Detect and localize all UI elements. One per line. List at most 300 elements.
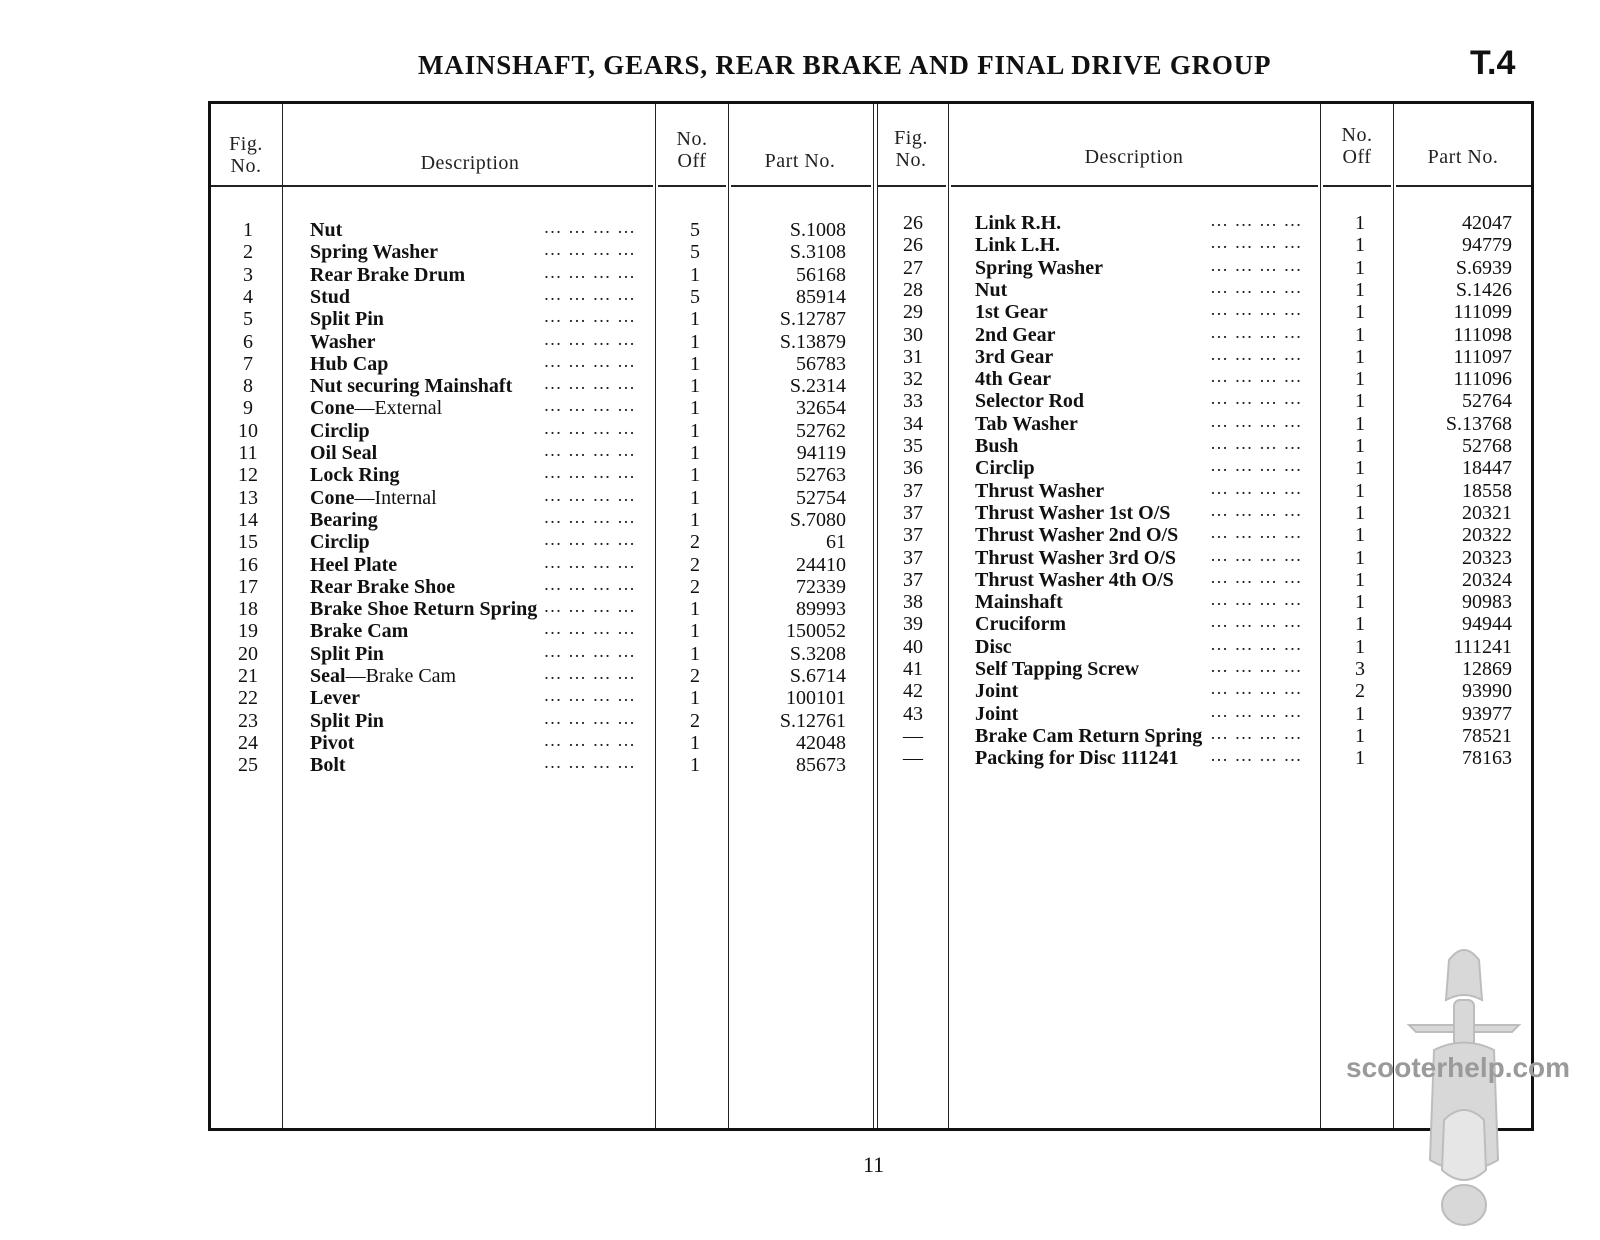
quantity-off: 1 [1355, 502, 1365, 524]
part-description [310, 286, 350, 308]
part-number: 61 [826, 531, 846, 553]
fig-no: 27 [903, 257, 923, 279]
part-description [310, 331, 376, 353]
section-code: T.4 [1470, 44, 1516, 82]
leader-dots: … … … … [543, 663, 636, 683]
leader-dots: … … … … [543, 329, 636, 349]
header-fig-no: Fig. No. [894, 127, 928, 171]
part-number: S.13768 [1445, 413, 1512, 435]
header-rule [1396, 185, 1531, 187]
watermark: scooterhelp.com [1346, 1052, 1571, 1083]
leader-dots: … … … … [543, 552, 636, 572]
fig-no: — [903, 747, 923, 769]
part-number: 20322 [1462, 524, 1512, 546]
part-description [310, 420, 370, 442]
part-description: Joint [975, 703, 1019, 725]
part-description [310, 442, 377, 464]
quantity-off: 1 [1355, 480, 1365, 502]
part-description [310, 643, 384, 665]
leader-dots: … … … … [1210, 299, 1302, 319]
part-number: 100101 [786, 687, 846, 709]
leader-dots: … … … … [543, 708, 636, 728]
leader-dots: … … … … [1210, 455, 1302, 475]
part-description: 4th Gear [975, 368, 1052, 390]
part-name: Oil Seal [310, 442, 378, 464]
part-description [310, 375, 512, 397]
part-name: Rear Brake Shoe [310, 576, 456, 598]
part-name: Bolt [310, 754, 346, 776]
fig-no: 37 [903, 502, 923, 524]
part-description: 1st Gear [975, 301, 1048, 323]
center-double-divider [873, 104, 878, 1128]
part-description [310, 487, 437, 509]
leader-dots: … … … … [1210, 366, 1302, 386]
part-description [310, 464, 399, 486]
part-name: Stud [310, 286, 351, 308]
fig-no: 37 [903, 480, 923, 502]
part-description [310, 353, 388, 375]
part-number: 52768 [1462, 435, 1512, 457]
leader-dots: … … … … [1210, 522, 1302, 542]
part-name: Cone [310, 487, 355, 509]
part-number: S.1426 [1455, 279, 1512, 301]
quantity-off: 1 [1355, 457, 1365, 479]
part-number: 24410 [796, 554, 846, 576]
part-number: 56783 [796, 353, 846, 375]
part-description: Cruciform [975, 613, 1067, 635]
quantity-off: 1 [1355, 636, 1365, 658]
fig-no: 21 [238, 665, 258, 687]
leader-dots: … … … … [543, 373, 636, 393]
column-divider [655, 104, 656, 1128]
leader-dots: … … … … [543, 395, 636, 415]
part-number: S.2314 [789, 375, 846, 397]
quantity-off: 1 [1355, 569, 1365, 591]
quantity-off: 2 [1355, 680, 1365, 702]
part-number: S.6714 [789, 665, 846, 687]
header-rule [878, 185, 946, 187]
leader-dots: … … … … [1210, 545, 1302, 565]
part-description: Joint [975, 680, 1019, 702]
part-qualifier: —External [354, 397, 443, 419]
quantity-off: 1 [1355, 368, 1365, 390]
fig-no: 10 [238, 420, 258, 442]
part-number: S.6939 [1455, 257, 1512, 279]
part-number: 93990 [1462, 680, 1512, 702]
quantity-off: 1 [690, 487, 700, 509]
fig-no: 39 [903, 613, 923, 635]
fig-no: 1 [243, 219, 253, 241]
part-number: 94119 [796, 442, 846, 464]
part-number: 111096 [1453, 368, 1512, 390]
column-divider [282, 104, 283, 1128]
leader-dots: … … … … [1210, 322, 1302, 342]
part-description: Thrust Washer 4th O/S [975, 569, 1174, 591]
quantity-off: 1 [1355, 524, 1365, 546]
part-name: Circlip [310, 420, 370, 442]
part-number: 72339 [796, 576, 846, 598]
part-description [310, 754, 346, 776]
fig-no: 24 [238, 732, 258, 754]
quantity-off: 1 [1355, 234, 1365, 256]
quantity-off: 1 [1355, 301, 1365, 323]
fig-no: 12 [238, 464, 258, 486]
part-number: 111098 [1453, 324, 1512, 346]
leader-dots: … … … … [1210, 433, 1302, 453]
part-number: 85673 [796, 754, 846, 776]
part-description [310, 531, 370, 553]
leader-dots: … … … … [1210, 745, 1302, 765]
part-description: Bush [975, 435, 1019, 457]
part-description: Self Tapping Screw [975, 658, 1140, 680]
part-description [310, 554, 397, 576]
leader-dots: … … … … [1210, 255, 1302, 275]
leader-dots: … … … … [1210, 478, 1302, 498]
fig-no: 37 [903, 569, 923, 591]
fig-no: 38 [903, 591, 923, 613]
quantity-off: 3 [1355, 658, 1365, 680]
header-rule [951, 185, 1318, 187]
header-fig-no: Fig. No. [229, 133, 263, 177]
part-description: Thrust Washer 2nd O/S [975, 524, 1179, 546]
quantity-off: 1 [690, 353, 700, 375]
quantity-off: 5 [690, 286, 700, 308]
fig-no: 8 [243, 375, 253, 397]
part-name: Cone [310, 397, 355, 419]
part-number: 90983 [1462, 591, 1512, 613]
leader-dots: … … … … [1210, 500, 1302, 520]
part-number: 52754 [796, 487, 846, 509]
quantity-off: 1 [1355, 747, 1365, 769]
fig-no: — [903, 725, 923, 747]
quantity-off: 1 [1355, 591, 1365, 613]
part-number: 150052 [786, 620, 846, 642]
part-number: 56168 [796, 264, 846, 286]
part-number: 12869 [1462, 658, 1512, 680]
part-name: Rear Brake Drum [310, 264, 466, 286]
part-name: Nut securing Mainshaft [310, 375, 513, 397]
quantity-off: 1 [1355, 413, 1365, 435]
part-number: S.1008 [789, 219, 846, 241]
leader-dots: … … … … [1210, 723, 1302, 743]
fig-no: 16 [238, 554, 258, 576]
leader-dots: … … … … [1210, 232, 1302, 252]
fig-no: 3 [243, 264, 253, 286]
part-number: 94779 [1462, 234, 1512, 256]
part-description [310, 308, 384, 330]
leader-dots: … … … … [543, 440, 636, 460]
column-divider [728, 104, 729, 1128]
quantity-off: 1 [690, 397, 700, 419]
fig-no: 35 [903, 435, 923, 457]
fig-no: 23 [238, 710, 258, 732]
leader-dots: … … … … [1210, 611, 1302, 631]
fig-no: 25 [238, 754, 258, 776]
part-name: Washer [310, 331, 376, 353]
part-name: Split Pin [310, 643, 384, 665]
leader-dots: … … … … [543, 262, 636, 282]
fig-no: 9 [243, 397, 253, 419]
part-description [310, 509, 378, 531]
quantity-off: 1 [690, 620, 700, 642]
part-description [310, 219, 342, 241]
quantity-off: 2 [690, 665, 700, 687]
part-number: S.12761 [779, 710, 846, 732]
quantity-off: 1 [690, 464, 700, 486]
leader-dots: … … … … [543, 618, 636, 638]
quantity-off: 2 [690, 531, 700, 553]
fig-no: 5 [243, 308, 253, 330]
part-description: Disc [975, 636, 1012, 658]
leader-dots: … … … … [543, 462, 636, 482]
leader-dots: … … … … [543, 685, 636, 705]
part-description: Selector Rod [975, 390, 1085, 412]
scooter-watermark-icon [1394, 940, 1534, 1230]
part-description [310, 732, 354, 754]
fig-no: 20 [238, 643, 258, 665]
fig-no: 41 [903, 658, 923, 680]
part-description [310, 576, 455, 598]
header-rule [658, 185, 726, 187]
part-description [310, 710, 384, 732]
quantity-off: 2 [690, 576, 700, 598]
part-name: Lock Ring [310, 464, 400, 486]
leader-dots: … … … … [543, 596, 636, 616]
quantity-off: 1 [690, 754, 700, 776]
leader-dots: … … … … [1210, 634, 1302, 654]
part-number: 20323 [1462, 547, 1512, 569]
part-number: 94944 [1462, 613, 1512, 635]
quantity-off: 1 [690, 687, 700, 709]
leader-dots: … … … … [1210, 678, 1302, 698]
part-number: 111241 [1453, 636, 1512, 658]
fig-no: 36 [903, 457, 923, 479]
part-description: Nut [975, 279, 1008, 301]
leader-dots: … … … … [543, 529, 636, 549]
header-rule [1323, 185, 1391, 187]
part-number: S.3208 [789, 643, 846, 665]
part-number: 20321 [1462, 502, 1512, 524]
quantity-off: 1 [1355, 279, 1365, 301]
part-description [310, 241, 438, 263]
part-number: S.13879 [779, 331, 846, 353]
leader-dots: … … … … [1210, 344, 1302, 364]
leader-dots: … … … … [543, 730, 636, 750]
fig-no: 43 [903, 703, 923, 725]
fig-no: 7 [243, 353, 253, 375]
part-number: S.7080 [789, 509, 846, 531]
quantity-off: 1 [690, 598, 700, 620]
part-description [310, 687, 360, 709]
part-name: Split Pin [310, 710, 384, 732]
fig-no: 22 [238, 687, 258, 709]
fig-no: 14 [238, 509, 258, 531]
header-no-off: No. Off [1341, 124, 1373, 168]
part-qualifier: —Brake Cam [345, 665, 457, 687]
leader-dots: … … … … [1210, 210, 1302, 230]
quantity-off: 1 [690, 331, 700, 353]
leader-dots: … … … … [543, 574, 636, 594]
fig-no: 40 [903, 636, 923, 658]
fig-no: 2 [243, 241, 253, 263]
part-name: Split Pin [310, 308, 384, 330]
quantity-off: 1 [690, 732, 700, 754]
quantity-off: 1 [690, 308, 700, 330]
quantity-off: 1 [1355, 212, 1365, 234]
leader-dots: … … … … [543, 752, 636, 772]
quantity-off: 1 [1355, 703, 1365, 725]
part-description: Packing for Disc 111241 [975, 747, 1179, 769]
part-description: Spring Washer [975, 257, 1103, 279]
part-name: Lever [310, 687, 360, 709]
header-part-no: Part No. [1427, 146, 1499, 168]
leader-dots: … … … … [1210, 388, 1302, 408]
fig-no: 30 [903, 324, 923, 346]
column-divider [948, 104, 949, 1128]
quantity-off: 1 [690, 264, 700, 286]
part-description: Tab Washer [975, 413, 1078, 435]
header-rule [731, 185, 871, 187]
leader-dots: … … … … [543, 485, 636, 505]
part-number: 111097 [1453, 346, 1512, 368]
part-number: 52762 [796, 420, 846, 442]
leader-dots: … … … … [543, 239, 636, 259]
page-title: MAINSHAFT, GEARS, REAR BRAKE AND FINAL DRIVE GROUP [418, 50, 1272, 80]
quantity-off: 5 [690, 219, 700, 241]
quantity-off: 1 [1355, 435, 1365, 457]
fig-no: 19 [238, 620, 258, 642]
part-number: 93977 [1462, 703, 1512, 725]
leader-dots: … … … … [543, 306, 636, 326]
fig-no: 4 [243, 286, 253, 308]
part-number: 52764 [1462, 390, 1512, 412]
quantity-off: 1 [1355, 390, 1365, 412]
part-number: 18558 [1462, 480, 1512, 502]
part-description: Link R.H. [975, 212, 1062, 234]
part-description: Thrust Washer 3rd O/S [975, 547, 1176, 569]
part-number: 32654 [796, 397, 846, 419]
fig-no: 34 [903, 413, 923, 435]
part-number: 85914 [796, 286, 846, 308]
part-description [310, 397, 442, 419]
part-number: 78521 [1462, 725, 1512, 747]
part-number: 89993 [796, 598, 846, 620]
leader-dots: … … … … [1210, 411, 1302, 431]
quantity-off: 1 [690, 509, 700, 531]
part-qualifier: —Internal [354, 487, 437, 509]
leader-dots: … … … … [1210, 567, 1302, 587]
fig-no: 17 [238, 576, 258, 598]
leader-dots: … … … … [1210, 589, 1302, 609]
part-description: Mainshaft [975, 591, 1063, 613]
fig-no: 33 [903, 390, 923, 412]
part-number: 42047 [1462, 212, 1512, 234]
part-description: Thrust Washer 1st O/S [975, 502, 1171, 524]
fig-no: 6 [243, 331, 253, 353]
leader-dots: … … … … [543, 507, 636, 527]
quantity-off: 1 [1355, 613, 1365, 635]
part-description: Link L.H. [975, 234, 1061, 256]
quantity-off: 1 [1355, 346, 1365, 368]
part-name: Heel Plate [310, 554, 398, 576]
part-name: Brake Cam [310, 620, 409, 642]
fig-no: 26 [903, 234, 923, 256]
header-description: Description [420, 152, 520, 174]
fig-no: 28 [903, 279, 923, 301]
quantity-off: 1 [1355, 257, 1365, 279]
fig-no: 15 [238, 531, 258, 553]
part-description [310, 264, 465, 286]
part-description: 3rd Gear [975, 346, 1054, 368]
quantity-off: 1 [690, 420, 700, 442]
fig-no: 42 [903, 680, 923, 702]
part-number: 111099 [1453, 301, 1512, 323]
quantity-off: 1 [690, 375, 700, 397]
quantity-off: 2 [690, 710, 700, 732]
fig-no: 11 [238, 442, 258, 464]
header-description: Description [1084, 146, 1184, 168]
fig-no: 31 [903, 346, 923, 368]
leader-dots: … … … … [1210, 656, 1302, 676]
part-number: S.3108 [789, 241, 846, 263]
leader-dots: … … … … [543, 641, 636, 661]
part-name: Bearing [310, 509, 378, 531]
quantity-off: 2 [690, 554, 700, 576]
part-description: Circlip [975, 457, 1035, 479]
part-name: Brake Shoe Return Spring [310, 598, 538, 620]
part-name: Nut [310, 219, 343, 241]
part-number: S.12787 [779, 308, 846, 330]
part-description: Thrust Washer [975, 480, 1105, 502]
header-rule [211, 185, 653, 187]
quantity-off: 1 [690, 442, 700, 464]
fig-no: 13 [238, 487, 258, 509]
part-name: Hub Cap [310, 353, 389, 375]
fig-no: 37 [903, 547, 923, 569]
part-description [310, 598, 537, 620]
quantity-off: 1 [1355, 324, 1365, 346]
part-number: 52763 [796, 464, 846, 486]
part-description [310, 665, 456, 687]
page-number: 11 [863, 1152, 885, 1177]
leader-dots: … … … … [543, 351, 636, 371]
header-no-off: No. Off [676, 128, 708, 172]
part-name: Circlip [310, 531, 370, 553]
leader-dots: … … … … [1210, 277, 1302, 297]
fig-no: 29 [903, 301, 923, 323]
fig-no: 26 [903, 212, 923, 234]
part-number: 42048 [796, 732, 846, 754]
column-divider [1320, 104, 1321, 1128]
part-number: 78163 [1462, 747, 1512, 769]
leader-dots: … … … … [543, 217, 636, 237]
fig-no: 18 [238, 598, 258, 620]
fig-no: 37 [903, 524, 923, 546]
quantity-off: 1 [1355, 547, 1365, 569]
fig-no: 32 [903, 368, 923, 390]
leader-dots: … … … … [543, 418, 636, 438]
part-description [310, 620, 408, 642]
leader-dots: … … … … [1210, 701, 1302, 721]
quantity-off: 1 [1355, 725, 1365, 747]
leader-dots: … … … … [543, 284, 636, 304]
part-name: Pivot [310, 732, 355, 754]
part-description: Brake Cam Return Spring [975, 725, 1203, 747]
part-name: Seal [310, 665, 346, 687]
quantity-off: 5 [690, 241, 700, 263]
part-description: 2nd Gear [975, 324, 1056, 346]
part-number: 18447 [1462, 457, 1512, 479]
